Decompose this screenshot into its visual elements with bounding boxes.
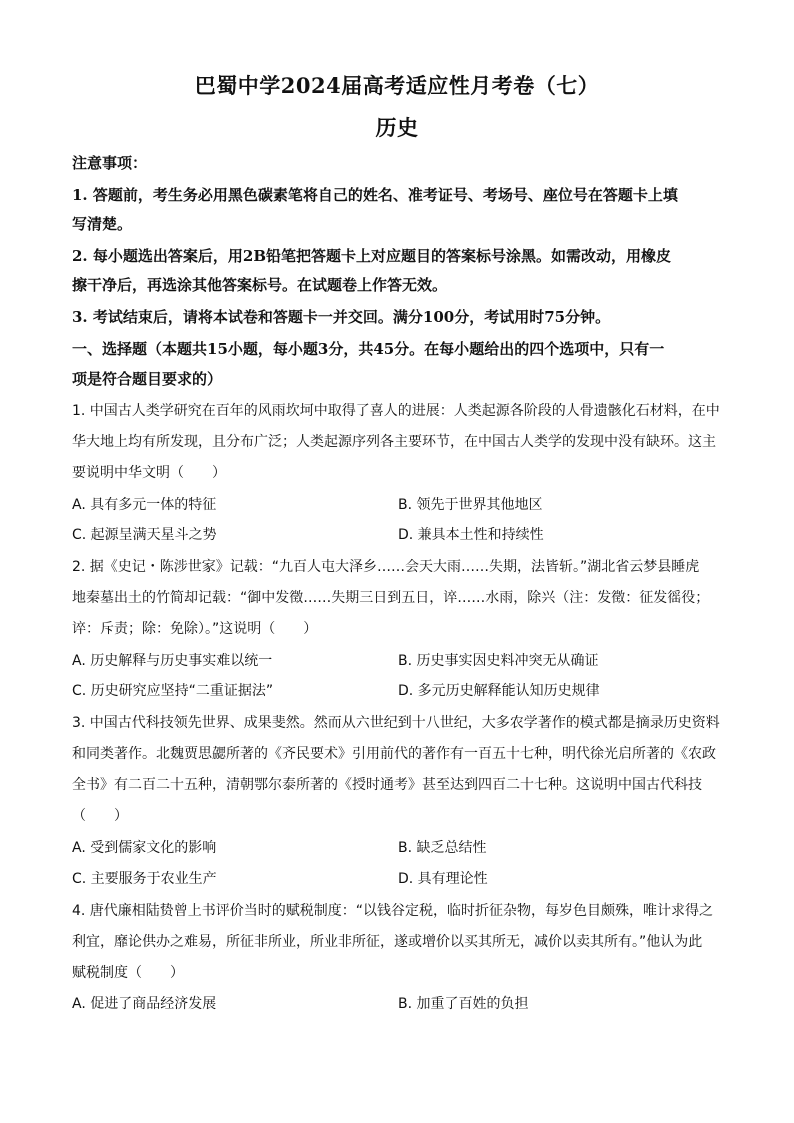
question-4-option-a: A. 促进了商品经济发展 xyxy=(72,996,217,1012)
subject-title: 历史 xyxy=(375,115,419,140)
section-heading: 一、选择题（本题共15小题，每小题3分，共45分。在每小题给出的四个选项中，只有一 xyxy=(72,340,665,358)
question-3-line: 全书》有二百二十五种，清朝鄂尔泰所著的《授时通考》甚至达到四百二十七种。这说明中国古代科技 xyxy=(72,777,702,793)
question-3-option-d: D. 具有理论性 xyxy=(398,871,488,887)
question-2-option-b: B. 历史事实因史料冲突无从确证 xyxy=(398,653,599,669)
section-heading-cont: 项是符合题目要求的） xyxy=(72,370,223,388)
question-1-line: 1. 中国古人类学研究在百年的风雨坎坷中取得了喜人的进展：人类起源各阶段的人骨遗骸化石材料，在中 xyxy=(72,403,720,419)
question-4-line: 4. 唐代廉相陆贽曾上书评价当时的赋税制度：“以钱谷定税，临时折征杂物，每岁色目颇殊，唯计求得之 xyxy=(72,903,714,919)
question-4-line: 利宜，靡论供办之难易，所征非所业，所业非所征，遂或增价以买其所无，减价以卖其所有。”他认为此 xyxy=(72,934,703,950)
question-4-line: 赋税制度（ ） xyxy=(72,965,184,981)
notice-item: 3. 考试结束后，请将本试卷和答题卡一并交回。满分100分，考试用时75分钟。 xyxy=(72,308,611,326)
notice-item: 写清楚。 xyxy=(72,215,133,233)
question-1-option-b: B. 领先于世界其他地区 xyxy=(398,497,543,513)
question-2-line: 谇：斥责；除：免除）。”这说明（ ） xyxy=(72,621,318,637)
question-2-option-d: D. 多元历史解释能认知历史规律 xyxy=(398,683,600,699)
question-3-option-a: A. 受到儒家文化的影响 xyxy=(72,840,217,856)
notice-item: 1. 答题前，考生务必用黑色碳素笔将自己的姓名、准考证号、考场号、座位号在答题卡上填 xyxy=(72,186,678,204)
notice-item: 擦干净后，再选涂其他答案标号。在试题卷上作答无效。 xyxy=(72,276,448,294)
question-2-option-c: C. 历史研究应坚持“二重证据法” xyxy=(72,683,274,699)
question-3-line: 3. 中国古代科技领先世界、成果斐然。然而从六世纪到十八世纪，大多农学著作的模式都是摘录历史资料 xyxy=(72,715,720,731)
question-3-option-b: B. 缺乏总结性 xyxy=(398,840,487,856)
question-3-line: （ ） xyxy=(72,808,128,824)
question-3-option-c: C. 主要服务于农业生产 xyxy=(72,871,217,887)
question-1-option-d: D. 兼具本土性和持续性 xyxy=(398,527,544,543)
exam-title: 巴蜀中学2024届高考适应性月考卷（七） xyxy=(194,73,600,98)
question-1-option-c: C. 起源呈满天星斗之势 xyxy=(72,527,217,543)
question-4-option-b: B. 加重了百姓的负担 xyxy=(398,996,529,1012)
question-1-option-a: A. 具有多元一体的特征 xyxy=(72,497,217,513)
notice-item: 2. 每小题选出答案后，用2B铅笔把答题卡上对应题目的答案标号涂黑。如需改动，用橡皮 xyxy=(72,247,672,265)
question-3-line: 和同类著作。北魏贾思勰所著的《齐民要术》引用前代的著作有一百五十七种，明代徐光启所著的《农政 xyxy=(72,746,716,762)
question-1-line: 要说明中华文明（ ） xyxy=(72,465,226,481)
question-2-line: 地秦墓出土的竹简却记载：“御中发徵……失期三日到五日，谇……水雨，除兴（注：发徵：征发徭役； xyxy=(72,590,710,606)
question-2-line: 2. 据《史记・陈涉世家》记载：“九百人屯大泽乡……会天大雨……失期，法皆斩。”湖北省云梦县睡虎 xyxy=(72,559,700,575)
question-2-option-a: A. 历史解释与历史事实难以统一 xyxy=(72,653,273,669)
notice-heading: 注意事项： xyxy=(72,154,148,172)
question-1-line: 华大地上均有所发现，且分布广泛；人类起源序列各主要环节，在中国古人类学的发现中没有缺环。这主 xyxy=(72,434,716,450)
